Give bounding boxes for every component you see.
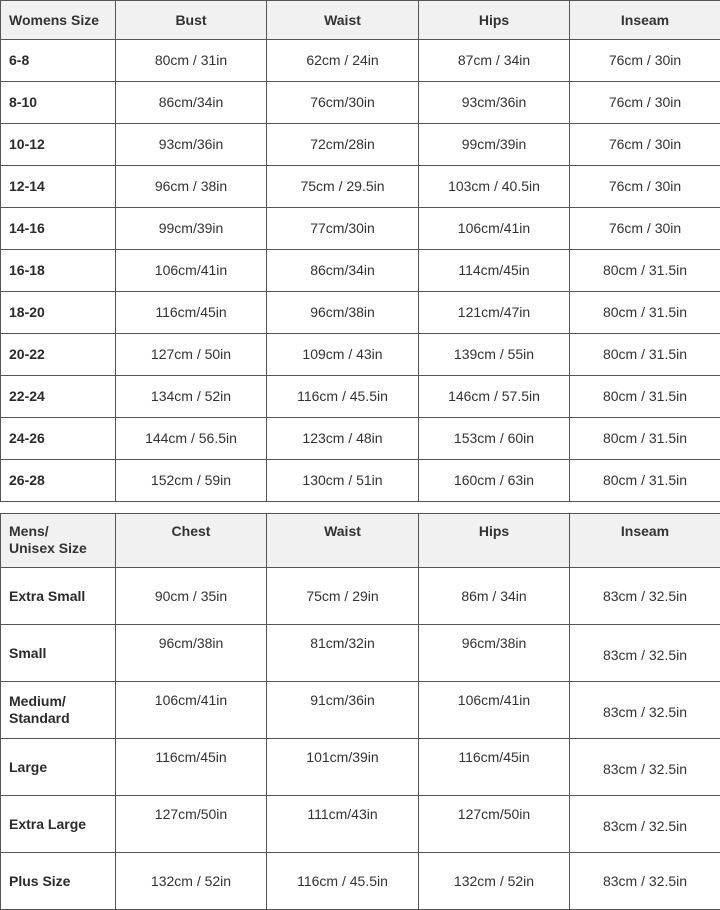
mens-header-size-line2: Unisex Size — [9, 540, 87, 556]
mens-header-waist: Waist — [267, 514, 419, 568]
mens-cell-size: Plus Size — [1, 853, 116, 910]
mens-cell-hips: 127cm/50in — [419, 796, 570, 853]
womens-cell-waist: 130cm / 51in — [267, 460, 419, 502]
mens-cell-inseam: 83cm / 32.5in — [570, 853, 720, 910]
womens-cell-hips: 87cm / 34in — [419, 40, 570, 82]
womens-cell-hips: 146cm / 57.5in — [419, 376, 570, 418]
womens-header-row — [1, 1, 720, 40]
womens-cell-size: 8-10 — [1, 82, 116, 124]
mens-unisex-size-table — [0, 513, 720, 910]
womens-cell-inseam: 76cm / 30in — [570, 40, 720, 82]
mens-cell-waist: 116cm / 45.5in — [267, 853, 419, 910]
womens-table-row — [1, 418, 720, 460]
mens-table-row — [1, 625, 720, 682]
mens-header-chest: Chest — [116, 514, 267, 568]
womens-table-row — [1, 124, 720, 166]
womens-cell-bust: 134cm / 52in — [116, 376, 267, 418]
mens-cell-chest: 127cm/50in — [116, 796, 267, 853]
womens-cell-hips: 93cm/36in — [419, 82, 570, 124]
womens-cell-waist: 72cm/28in — [267, 124, 419, 166]
womens-cell-inseam: 76cm / 30in — [570, 166, 720, 208]
womens-cell-inseam: 80cm / 31.5in — [570, 418, 720, 460]
womens-table-row — [1, 292, 720, 334]
mens-cell-waist: 101cm/39in — [267, 739, 419, 796]
mens-header-row — [1, 514, 720, 568]
womens-table-row — [1, 82, 720, 124]
womens-cell-bust: 99cm/39in — [116, 208, 267, 250]
womens-cell-hips: 106cm/41in — [419, 208, 570, 250]
womens-cell-bust: 93cm/36in — [116, 124, 267, 166]
mens-cell-hips: 132cm / 52in — [419, 853, 570, 910]
womens-cell-hips: 139cm / 55in — [419, 334, 570, 376]
womens-cell-size: 16-18 — [1, 250, 116, 292]
womens-cell-inseam: 80cm / 31.5in — [570, 460, 720, 502]
mens-cell-waist: 111cm/43in — [267, 796, 419, 853]
womens-table-row — [1, 376, 720, 418]
womens-cell-size: 14-16 — [1, 208, 116, 250]
womens-cell-size: 6-8 — [1, 40, 116, 82]
mens-cell-waist: 75cm / 29in — [267, 568, 419, 625]
womens-cell-waist: 62cm / 24in — [267, 40, 419, 82]
mens-cell-waist: 81cm/32in — [267, 625, 419, 682]
mens-cell-hips: 96cm/38in — [419, 625, 570, 682]
womens-cell-waist: 76cm/30in — [267, 82, 419, 124]
womens-header-hips: Hips — [419, 1, 570, 40]
mens-table-row — [1, 682, 720, 739]
womens-cell-size: 10-12 — [1, 124, 116, 166]
mens-cell-size: Large — [1, 739, 116, 796]
womens-cell-hips: 121cm/47in — [419, 292, 570, 334]
womens-cell-inseam: 76cm / 30in — [570, 124, 720, 166]
womens-table-row — [1, 250, 720, 292]
mens-cell-inseam: 83cm / 32.5in — [570, 625, 720, 682]
mens-cell-chest: 116cm/45in — [116, 739, 267, 796]
womens-cell-inseam: 80cm / 31.5in — [570, 376, 720, 418]
womens-cell-inseam: 80cm / 31.5in — [570, 250, 720, 292]
womens-cell-waist: 123cm / 48in — [267, 418, 419, 460]
womens-cell-hips: 160cm / 63in — [419, 460, 570, 502]
womens-header-waist: Waist — [267, 1, 419, 40]
womens-cell-size: 22-24 — [1, 376, 116, 418]
womens-table-row — [1, 166, 720, 208]
mens-table-row — [1, 853, 720, 910]
womens-cell-hips: 153cm / 60in — [419, 418, 570, 460]
mens-header-hips: Hips — [419, 514, 570, 568]
womens-table-row — [1, 40, 720, 82]
womens-cell-size: 12-14 — [1, 166, 116, 208]
mens-cell-waist: 91cm/36in — [267, 682, 419, 739]
womens-cell-waist: 109cm / 43in — [267, 334, 419, 376]
womens-cell-bust: 80cm / 31in — [116, 40, 267, 82]
mens-cell-chest: 90cm / 35in — [116, 568, 267, 625]
mens-header-size — [1, 514, 116, 568]
womens-cell-bust: 144cm / 56.5in — [116, 418, 267, 460]
womens-cell-waist: 116cm / 45.5in — [267, 376, 419, 418]
mens-cell-inseam: 83cm / 32.5in — [570, 739, 720, 796]
mens-cell-chest: 106cm/41in — [116, 682, 267, 739]
womens-cell-inseam: 80cm / 31.5in — [570, 334, 720, 376]
mens-cell-hips: 116cm/45in — [419, 739, 570, 796]
womens-cell-waist: 75cm / 29.5in — [267, 166, 419, 208]
womens-cell-bust: 127cm / 50in — [116, 334, 267, 376]
mens-cell-hips: 86m / 34in — [419, 568, 570, 625]
table-gap — [0, 503, 720, 513]
womens-table-row — [1, 460, 720, 502]
womens-cell-bust: 106cm/41in — [116, 250, 267, 292]
womens-cell-size: 24-26 — [1, 418, 116, 460]
mens-cell-inseam: 83cm / 32.5in — [570, 796, 720, 853]
mens-cell-inseam: 83cm / 32.5in — [570, 568, 720, 625]
mens-table-row — [1, 739, 720, 796]
mens-header-inseam: Inseam — [570, 514, 720, 568]
mens-cell-size: Small — [1, 625, 116, 682]
womens-cell-waist: 77cm/30in — [267, 208, 419, 250]
mens-cell-size: Extra Large — [1, 796, 116, 853]
womens-cell-hips: 114cm/45in — [419, 250, 570, 292]
mens-cell-inseam: 83cm / 32.5in — [570, 682, 720, 739]
womens-cell-inseam: 80cm / 31.5in — [570, 292, 720, 334]
womens-cell-bust: 116cm/45in — [116, 292, 267, 334]
womens-cell-bust: 96cm / 38in — [116, 166, 267, 208]
mens-cell-size: Extra Small — [1, 568, 116, 625]
mens-cell-hips: 106cm/41in — [419, 682, 570, 739]
womens-cell-hips: 103cm / 40.5in — [419, 166, 570, 208]
mens-table-row — [1, 568, 720, 625]
womens-cell-size: 20-22 — [1, 334, 116, 376]
mens-cell-size: Medium/ Standard — [1, 682, 116, 739]
womens-cell-size: 18-20 — [1, 292, 116, 334]
womens-cell-size: 26-28 — [1, 460, 116, 502]
womens-cell-waist: 86cm/34in — [267, 250, 419, 292]
womens-table-row — [1, 334, 720, 376]
womens-table-row — [1, 208, 720, 250]
womens-header-bust: Bust — [116, 1, 267, 40]
mens-header-size-line1: Mens/ — [9, 523, 49, 539]
womens-cell-waist: 96cm/38in — [267, 292, 419, 334]
womens-cell-bust: 152cm / 59in — [116, 460, 267, 502]
womens-header-inseam: Inseam — [570, 1, 720, 40]
mens-cell-chest: 96cm/38in — [116, 625, 267, 682]
womens-header-size: Womens Size — [1, 1, 116, 40]
womens-cell-hips: 99cm/39in — [419, 124, 570, 166]
womens-cell-inseam: 76cm / 30in — [570, 208, 720, 250]
mens-table-row — [1, 796, 720, 853]
womens-cell-bust: 86cm/34in — [116, 82, 267, 124]
womens-cell-inseam: 76cm / 30in — [570, 82, 720, 124]
mens-cell-chest: 132cm / 52in — [116, 853, 267, 910]
